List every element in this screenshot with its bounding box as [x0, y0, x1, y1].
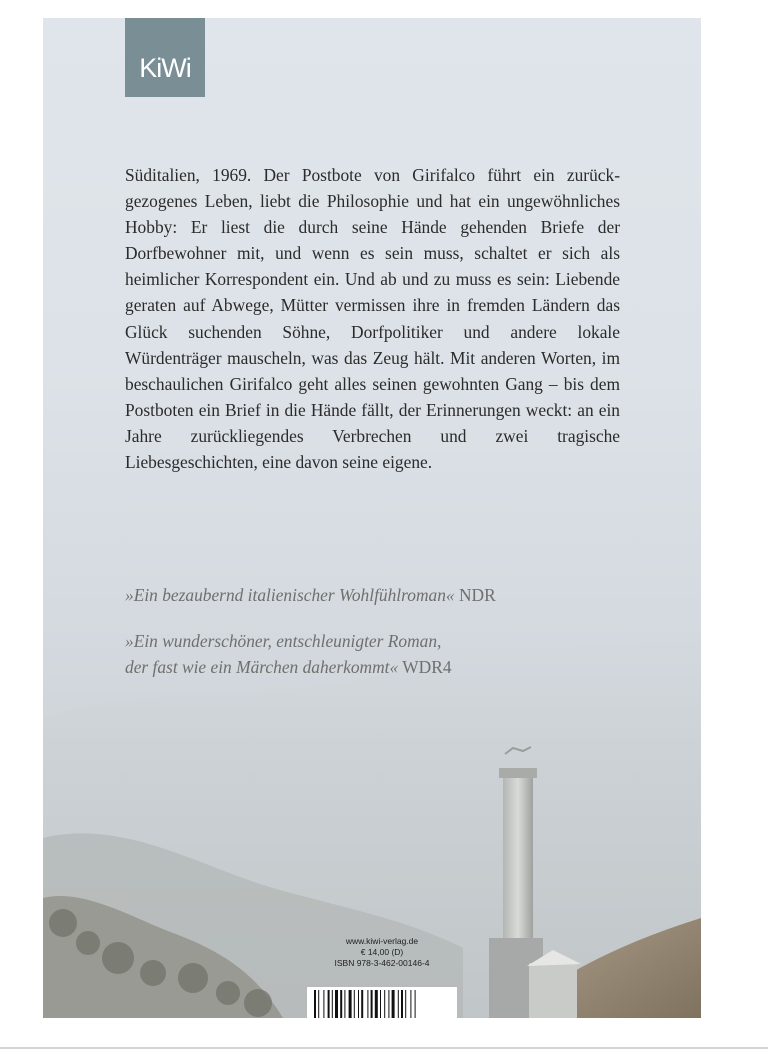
review-quote-text: »Ein bezaubernd italienischer Wohlfühlroman« [125, 585, 455, 605]
review-quote-text-line2: der fast wie ein Märchen daherkommt« [125, 657, 399, 677]
book-blurb: Süditalien, 1969. Der Postbote von Girifalco führt ein zurückgezogenes Leben, liebt die Philosophie und hat ein ungewöhnliches Hobby: Er liest die durch seine Hände gehenden Briefe der Dorfbewohner mit, und wenn es sein muss, schaltet er sich als heimlicher Korrespondent ein. Und ab und zu muss es sein: Liebende geraten auf Abwege, Mütter vermissen ihre in fremden Ländern das Glück suchenden Söhne, Dorfpolitiker und andere lokale Würdenträger mauscheln, was das Zeug hält. Mit anderen Worten, im beschaulichen Girifalco geht alles seinen gewohnten Gang – bis dem Postboten ein Brief in die Hände fällt, der Erinnerungen weckt: an ein Jahre zurückliegendes Verbrechen und zwei tragische Liebesgeschichten, eine davon seine eigene. [125, 165, 620, 473]
publisher-logo-text: KiWi [139, 53, 191, 83]
review-quote-source: NDR [458, 585, 496, 605]
imprint-block [309, 936, 455, 969]
publisher-website: www.kiwi-verlag.de [345, 936, 419, 946]
price-label: € 14,00 (D) [360, 947, 404, 957]
page-divider [0, 1047, 768, 1049]
review-quote-wdr4 [125, 628, 452, 680]
review-quote-ndr [125, 582, 496, 608]
review-quote-text-line1: »Ein wunderschöner, entschleunigter Roman, [125, 631, 442, 651]
book-back-cover [43, 18, 701, 1018]
isbn-label: ISBN 978-3-462-00146-4 [334, 958, 430, 968]
review-quote-source: WDR4 [402, 657, 452, 677]
publisher-logo [125, 18, 205, 97]
barcode [307, 987, 457, 1018]
